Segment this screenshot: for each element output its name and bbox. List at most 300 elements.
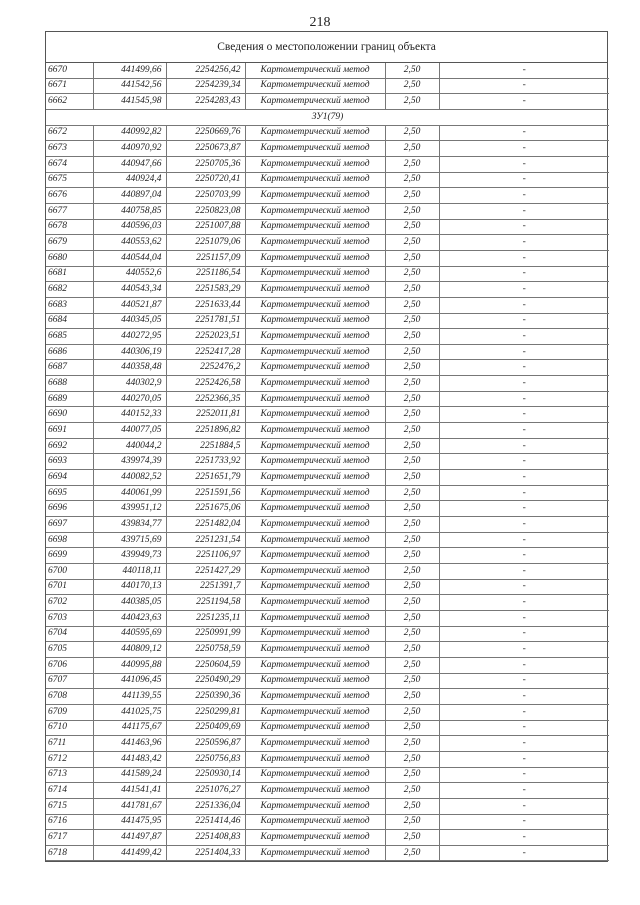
accuracy-cell: 2,50 [385, 689, 439, 705]
table-row [46, 845, 609, 861]
table-row [46, 156, 609, 172]
method-cell: Картометрический метод [245, 657, 385, 673]
table-row [46, 172, 609, 188]
x-coordinate-cell: 440302,9 [93, 376, 166, 392]
method-cell: Картометрический метод [245, 423, 385, 439]
y-coordinate-cell: 2250673,87 [166, 141, 245, 157]
method-cell: Картометрический метод [245, 564, 385, 580]
y-coordinate-cell: 2250604,59 [166, 657, 245, 673]
accuracy-cell: 2,50 [385, 376, 439, 392]
description-cell: - [439, 751, 609, 767]
point-number-cell: 6707 [46, 673, 93, 689]
description-cell: - [439, 657, 609, 673]
x-coordinate-cell: 441499,42 [93, 845, 166, 861]
x-coordinate-cell: 440809,12 [93, 642, 166, 658]
method-cell: Картометрический метод [245, 485, 385, 501]
y-coordinate-cell: 2250703,99 [166, 188, 245, 204]
accuracy-cell: 2,50 [385, 485, 439, 501]
table-row [46, 250, 609, 266]
accuracy-cell: 2,50 [385, 704, 439, 720]
point-number-cell: 6683 [46, 297, 93, 313]
point-number-cell: 6662 [46, 94, 93, 110]
x-coordinate-cell: 440544,04 [93, 250, 166, 266]
description-cell: - [439, 564, 609, 580]
y-coordinate-cell: 2251633,44 [166, 297, 245, 313]
x-coordinate-cell: 440995,88 [93, 657, 166, 673]
y-coordinate-cell: 2250490,29 [166, 673, 245, 689]
accuracy-cell: 2,50 [385, 798, 439, 814]
y-coordinate-cell: 2254239,34 [166, 78, 245, 94]
description-cell: - [439, 642, 609, 658]
description-cell: - [439, 704, 609, 720]
table-row [46, 689, 609, 705]
x-coordinate-cell: 440345,05 [93, 313, 166, 329]
table-row [46, 423, 609, 439]
table-row [46, 767, 609, 783]
boundary-table-sheet [45, 31, 608, 862]
description-cell: - [439, 579, 609, 595]
point-number-cell: 6700 [46, 564, 93, 580]
table-row [46, 391, 609, 407]
method-cell: Картометрический метод [245, 376, 385, 392]
method-cell: Картометрический метод [245, 297, 385, 313]
table-row [46, 704, 609, 720]
x-coordinate-cell: 440758,85 [93, 203, 166, 219]
description-cell: - [439, 391, 609, 407]
point-number-cell: 6680 [46, 250, 93, 266]
x-coordinate-cell: 439715,69 [93, 532, 166, 548]
description-cell: - [439, 172, 609, 188]
x-coordinate-cell: 441175,67 [93, 720, 166, 736]
method-cell: Картометрический метод [245, 845, 385, 861]
x-coordinate-cell: 440272,95 [93, 329, 166, 345]
y-coordinate-cell: 2251235,11 [166, 610, 245, 626]
description-cell: - [439, 783, 609, 799]
y-coordinate-cell: 2251336,04 [166, 798, 245, 814]
point-number-cell: 6672 [46, 125, 93, 141]
y-coordinate-cell: 2251106,97 [166, 548, 245, 564]
description-cell: - [439, 156, 609, 172]
y-coordinate-cell: 2250669,76 [166, 125, 245, 141]
table-row [46, 344, 609, 360]
accuracy-cell: 2,50 [385, 63, 439, 78]
table-row [46, 736, 609, 752]
method-cell: Картометрический метод [245, 673, 385, 689]
method-cell: Картометрический метод [245, 751, 385, 767]
y-coordinate-cell: 2250991,99 [166, 626, 245, 642]
table-row [46, 798, 609, 814]
point-number-cell: 6717 [46, 830, 93, 846]
table-row [46, 94, 609, 110]
point-number-cell: 6671 [46, 78, 93, 94]
accuracy-cell: 2,50 [385, 845, 439, 861]
x-coordinate-cell: 440270,05 [93, 391, 166, 407]
method-cell: Картометрический метод [245, 642, 385, 658]
description-cell: - [439, 313, 609, 329]
accuracy-cell: 2,50 [385, 767, 439, 783]
x-coordinate-cell: 440423,63 [93, 610, 166, 626]
y-coordinate-cell: 2250930,14 [166, 767, 245, 783]
point-number-cell: 6697 [46, 517, 93, 533]
accuracy-cell: 2,50 [385, 579, 439, 595]
x-coordinate-cell: 441497,87 [93, 830, 166, 846]
point-number-cell: 6674 [46, 156, 93, 172]
point-number-cell: 6690 [46, 407, 93, 423]
description-cell: - [439, 517, 609, 533]
x-coordinate-cell: 439949,73 [93, 548, 166, 564]
table-row [46, 313, 609, 329]
description-cell: - [439, 532, 609, 548]
point-number-cell: 6675 [46, 172, 93, 188]
point-number-cell: 6696 [46, 501, 93, 517]
method-cell: Картометрический метод [245, 203, 385, 219]
point-number-cell: 6716 [46, 814, 93, 830]
point-number-cell: 6685 [46, 329, 93, 345]
accuracy-cell: 2,50 [385, 250, 439, 266]
x-coordinate-cell: 441025,75 [93, 704, 166, 720]
point-number-cell: 6708 [46, 689, 93, 705]
point-number-cell: 6673 [46, 141, 93, 157]
accuracy-cell: 2,50 [385, 407, 439, 423]
method-cell: Картометрический метод [245, 767, 385, 783]
point-number-cell: 6694 [46, 470, 93, 486]
description-cell: - [439, 344, 609, 360]
table-row [46, 282, 609, 298]
table-row [46, 329, 609, 345]
y-coordinate-cell: 2251482,04 [166, 517, 245, 533]
x-coordinate-cell: 441463,96 [93, 736, 166, 752]
description-cell: - [439, 767, 609, 783]
description-cell: - [439, 125, 609, 141]
accuracy-cell: 2,50 [385, 266, 439, 282]
y-coordinate-cell: 2250596,87 [166, 736, 245, 752]
x-coordinate-cell: 440552,6 [93, 266, 166, 282]
y-coordinate-cell: 2251583,29 [166, 282, 245, 298]
accuracy-cell: 2,50 [385, 751, 439, 767]
point-number-cell: 6706 [46, 657, 93, 673]
point-number-cell: 6670 [46, 63, 93, 78]
x-coordinate-cell: 440306,19 [93, 344, 166, 360]
point-number-cell: 6679 [46, 235, 93, 251]
method-cell: Картометрический метод [245, 125, 385, 141]
section-label: ЗУ1(79) [46, 109, 609, 125]
description-cell: - [439, 438, 609, 454]
description-cell: - [439, 376, 609, 392]
y-coordinate-cell: 2251194,58 [166, 595, 245, 611]
point-number-cell: 6715 [46, 798, 93, 814]
y-coordinate-cell: 2250756,83 [166, 751, 245, 767]
x-coordinate-cell: 441542,56 [93, 78, 166, 94]
y-coordinate-cell: 2250390,36 [166, 689, 245, 705]
x-coordinate-cell: 440044,2 [93, 438, 166, 454]
point-number-cell: 6687 [46, 360, 93, 376]
description-cell: - [439, 736, 609, 752]
table-row [46, 532, 609, 548]
point-number-cell: 6704 [46, 626, 93, 642]
y-coordinate-cell: 2251414,46 [166, 814, 245, 830]
description-cell: - [439, 297, 609, 313]
page-number: 218 [309, 15, 331, 30]
table-row [46, 579, 609, 595]
coordinates-table-body [46, 63, 609, 861]
point-number-cell: 6698 [46, 532, 93, 548]
table-row [46, 830, 609, 846]
point-number-cell: 6681 [46, 266, 93, 282]
method-cell: Картометрический метод [245, 501, 385, 517]
table-row [46, 657, 609, 673]
x-coordinate-cell: 440992,82 [93, 125, 166, 141]
method-cell: Картометрический метод [245, 517, 385, 533]
point-number-cell: 6686 [46, 344, 93, 360]
method-cell: Картометрический метод [245, 78, 385, 94]
point-number-cell: 6678 [46, 219, 93, 235]
table-row [46, 438, 609, 454]
method-cell: Картометрический метод [245, 720, 385, 736]
table-row [46, 564, 609, 580]
method-cell: Картометрический метод [245, 344, 385, 360]
table-row [46, 814, 609, 830]
point-number-cell: 6688 [46, 376, 93, 392]
x-coordinate-cell: 440077,05 [93, 423, 166, 439]
accuracy-cell: 2,50 [385, 313, 439, 329]
description-cell: - [439, 845, 609, 861]
description-cell: - [439, 454, 609, 470]
y-coordinate-cell: 2251408,83 [166, 830, 245, 846]
description-cell: - [439, 78, 609, 94]
description-cell: - [439, 407, 609, 423]
y-coordinate-cell: 2251231,54 [166, 532, 245, 548]
method-cell: Картометрический метод [245, 391, 385, 407]
accuracy-cell: 2,50 [385, 438, 439, 454]
x-coordinate-cell: 440152,33 [93, 407, 166, 423]
description-cell: - [439, 626, 609, 642]
method-cell: Картометрический метод [245, 783, 385, 799]
y-coordinate-cell: 2252011,81 [166, 407, 245, 423]
y-coordinate-cell: 2251076,27 [166, 783, 245, 799]
y-coordinate-cell: 2250409,69 [166, 720, 245, 736]
y-coordinate-cell: 2250758,59 [166, 642, 245, 658]
y-coordinate-cell: 2251591,56 [166, 485, 245, 501]
description-cell: - [439, 94, 609, 110]
x-coordinate-cell: 440595,69 [93, 626, 166, 642]
point-number-cell: 6689 [46, 391, 93, 407]
x-coordinate-cell: 441545,98 [93, 94, 166, 110]
table-row [46, 376, 609, 392]
method-cell: Картометрический метод [245, 407, 385, 423]
x-coordinate-cell: 440118,11 [93, 564, 166, 580]
x-coordinate-cell: 441475,95 [93, 814, 166, 830]
accuracy-cell: 2,50 [385, 532, 439, 548]
y-coordinate-cell: 2251186,54 [166, 266, 245, 282]
x-coordinate-cell: 440385,05 [93, 595, 166, 611]
x-coordinate-cell: 441541,41 [93, 783, 166, 799]
method-cell: Картометрический метод [245, 689, 385, 705]
method-cell: Картометрический метод [245, 313, 385, 329]
description-cell: - [439, 470, 609, 486]
y-coordinate-cell: 2251896,82 [166, 423, 245, 439]
x-coordinate-cell: 441781,67 [93, 798, 166, 814]
method-cell: Картометрический метод [245, 235, 385, 251]
x-coordinate-cell: 441499,66 [93, 63, 166, 78]
description-cell: - [439, 63, 609, 78]
x-coordinate-cell: 440947,66 [93, 156, 166, 172]
accuracy-cell: 2,50 [385, 814, 439, 830]
accuracy-cell: 2,50 [385, 125, 439, 141]
table-row [46, 266, 609, 282]
point-number-cell: 6709 [46, 704, 93, 720]
point-number-cell: 6718 [46, 845, 93, 861]
y-coordinate-cell: 2250299,81 [166, 704, 245, 720]
point-number-cell: 6691 [46, 423, 93, 439]
point-number-cell: 6693 [46, 454, 93, 470]
description-cell: - [439, 188, 609, 204]
table-row [46, 203, 609, 219]
y-coordinate-cell: 2251427,29 [166, 564, 245, 580]
method-cell: Картометрический метод [245, 595, 385, 611]
accuracy-cell: 2,50 [385, 344, 439, 360]
description-cell: - [439, 282, 609, 298]
method-cell: Картометрический метод [245, 548, 385, 564]
table-row [46, 360, 609, 376]
accuracy-cell: 2,50 [385, 595, 439, 611]
method-cell: Картометрический метод [245, 626, 385, 642]
description-cell: - [439, 830, 609, 846]
method-cell: Картометрический метод [245, 454, 385, 470]
y-coordinate-cell: 2252366,35 [166, 391, 245, 407]
accuracy-cell: 2,50 [385, 172, 439, 188]
method-cell: Картометрический метод [245, 188, 385, 204]
description-cell: - [439, 798, 609, 814]
method-cell: Картометрический метод [245, 141, 385, 157]
table-row [46, 642, 609, 658]
y-coordinate-cell: 2251079,06 [166, 235, 245, 251]
x-coordinate-cell: 439974,39 [93, 454, 166, 470]
table-row [46, 485, 609, 501]
y-coordinate-cell: 2251007,88 [166, 219, 245, 235]
accuracy-cell: 2,50 [385, 188, 439, 204]
table-row [46, 548, 609, 564]
method-cell: Картометрический метод [245, 798, 385, 814]
point-number-cell: 6695 [46, 485, 93, 501]
x-coordinate-cell: 439834,77 [93, 517, 166, 533]
table-title: Сведения о местоположении границ объекта [46, 32, 607, 63]
description-cell: - [439, 235, 609, 251]
description-cell: - [439, 423, 609, 439]
point-number-cell: 6701 [46, 579, 93, 595]
x-coordinate-cell: 440596,03 [93, 219, 166, 235]
method-cell: Картометрический метод [245, 579, 385, 595]
accuracy-cell: 2,50 [385, 423, 439, 439]
table-row [46, 751, 609, 767]
table-row [46, 501, 609, 517]
table-row [46, 141, 609, 157]
table-row [46, 673, 609, 689]
coordinates-table [46, 63, 609, 861]
y-coordinate-cell: 2252417,28 [166, 344, 245, 360]
x-coordinate-cell: 440970,92 [93, 141, 166, 157]
accuracy-cell: 2,50 [385, 219, 439, 235]
accuracy-cell: 2,50 [385, 610, 439, 626]
y-coordinate-cell: 2254283,43 [166, 94, 245, 110]
method-cell: Картометрический метод [245, 63, 385, 78]
x-coordinate-cell: 440061,99 [93, 485, 166, 501]
point-number-cell: 6705 [46, 642, 93, 658]
accuracy-cell: 2,50 [385, 78, 439, 94]
accuracy-cell: 2,50 [385, 564, 439, 580]
y-coordinate-cell: 2250823,08 [166, 203, 245, 219]
table-row [46, 595, 609, 611]
table-row [46, 454, 609, 470]
y-coordinate-cell: 2251733,92 [166, 454, 245, 470]
accuracy-cell: 2,50 [385, 391, 439, 407]
y-coordinate-cell: 2251675,06 [166, 501, 245, 517]
point-number-cell: 6703 [46, 610, 93, 626]
section-row [46, 109, 609, 125]
accuracy-cell: 2,50 [385, 830, 439, 846]
y-coordinate-cell: 2251391,7 [166, 579, 245, 595]
table-row [46, 219, 609, 235]
description-cell: - [439, 250, 609, 266]
method-cell: Картометрический метод [245, 156, 385, 172]
accuracy-cell: 2,50 [385, 329, 439, 345]
accuracy-cell: 2,50 [385, 156, 439, 172]
table-row [46, 720, 609, 736]
accuracy-cell: 2,50 [385, 297, 439, 313]
table-row [46, 63, 609, 78]
accuracy-cell: 2,50 [385, 501, 439, 517]
x-coordinate-cell: 439951,12 [93, 501, 166, 517]
accuracy-cell: 2,50 [385, 141, 439, 157]
point-number-cell: 6676 [46, 188, 93, 204]
accuracy-cell: 2,50 [385, 783, 439, 799]
accuracy-cell: 2,50 [385, 642, 439, 658]
x-coordinate-cell: 440082,52 [93, 470, 166, 486]
method-cell: Картометрический метод [245, 610, 385, 626]
table-row [46, 407, 609, 423]
description-cell: - [439, 485, 609, 501]
y-coordinate-cell: 2251404,33 [166, 845, 245, 861]
table-row [46, 125, 609, 141]
y-coordinate-cell: 2251884,5 [166, 438, 245, 454]
x-coordinate-cell: 440543,34 [93, 282, 166, 298]
accuracy-cell: 2,50 [385, 282, 439, 298]
point-number-cell: 6684 [46, 313, 93, 329]
point-number-cell: 6711 [46, 736, 93, 752]
table-row [46, 517, 609, 533]
description-cell: - [439, 720, 609, 736]
x-coordinate-cell: 440521,87 [93, 297, 166, 313]
description-cell: - [439, 673, 609, 689]
accuracy-cell: 2,50 [385, 673, 439, 689]
point-number-cell: 6712 [46, 751, 93, 767]
x-coordinate-cell: 440924,4 [93, 172, 166, 188]
x-coordinate-cell: 441589,24 [93, 767, 166, 783]
method-cell: Картометрический метод [245, 282, 385, 298]
table-row [46, 78, 609, 94]
description-cell: - [439, 141, 609, 157]
method-cell: Картометрический метод [245, 329, 385, 345]
accuracy-cell: 2,50 [385, 360, 439, 376]
table-row [46, 235, 609, 251]
x-coordinate-cell: 441096,45 [93, 673, 166, 689]
description-cell: - [439, 548, 609, 564]
accuracy-cell: 2,50 [385, 454, 439, 470]
table-row [46, 783, 609, 799]
point-number-cell: 6677 [46, 203, 93, 219]
point-number-cell: 6692 [46, 438, 93, 454]
point-number-cell: 6710 [46, 720, 93, 736]
x-coordinate-cell: 440358,48 [93, 360, 166, 376]
